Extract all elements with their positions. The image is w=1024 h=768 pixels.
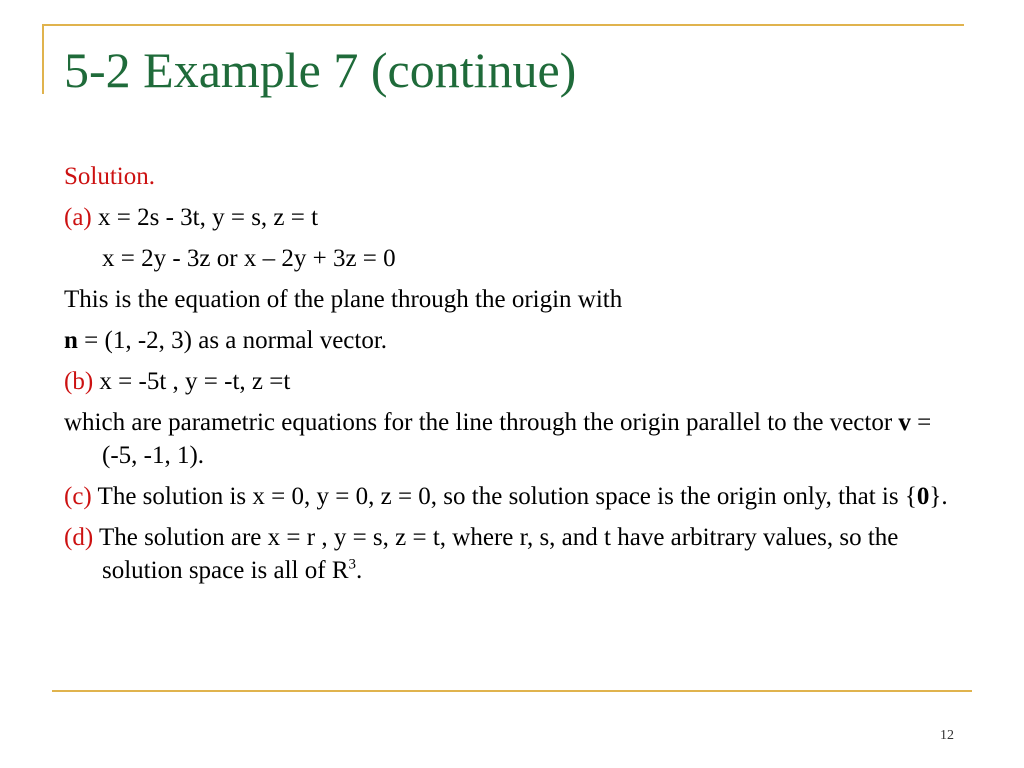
part-b-line-1: (b) x = -5t , y = -t, z =t bbox=[64, 368, 291, 395]
slide-title: 5-2 Example 7 (continue) bbox=[64, 42, 577, 98]
title-frame-top-rule bbox=[42, 24, 964, 26]
part-c-label: (c) bbox=[64, 483, 92, 510]
part-a-line-4: n = (1, -2, 3) as a normal vector. bbox=[64, 327, 388, 354]
part-a-line-2: x = 2y - 3z or x – 2y + 3z = 0 bbox=[102, 245, 396, 272]
part-b-paragraph: which are parametric equations for the line through the origin parallel to the vector v = (-5, -1, 1). bbox=[64, 409, 932, 469]
part-a-line-1: (a) x = 2s - 3t, y = s, z = t bbox=[64, 204, 319, 231]
zero-vector-symbol: 0 bbox=[916, 483, 930, 510]
footer-rule bbox=[52, 690, 972, 692]
part-a-label: (a) bbox=[64, 204, 92, 231]
title-frame-left-rule bbox=[42, 24, 44, 94]
solution-heading: Solution. bbox=[64, 163, 155, 190]
part-d-label: (d) bbox=[64, 524, 94, 551]
normal-vector-symbol: n bbox=[64, 327, 78, 354]
direction-vector-symbol: v bbox=[898, 409, 911, 436]
slide-body bbox=[64, 156, 964, 591]
part-b-label: (b) bbox=[64, 368, 94, 395]
page-number: 12 bbox=[940, 728, 954, 743]
exponent: 3 bbox=[348, 556, 356, 573]
part-a-line-3: This is the equation of the plane through the origin with bbox=[64, 286, 623, 313]
part-c-paragraph: (c) The solution is x = 0, y = 0, z = 0, so the solution space is the origin only, that is {0}. bbox=[64, 483, 948, 510]
part-d-paragraph: (d) The solution are x = r , y = s, z = t, where r, s, and t have arbitrary values, so the solution space is all of $R^3$. bbox=[64, 524, 899, 584]
